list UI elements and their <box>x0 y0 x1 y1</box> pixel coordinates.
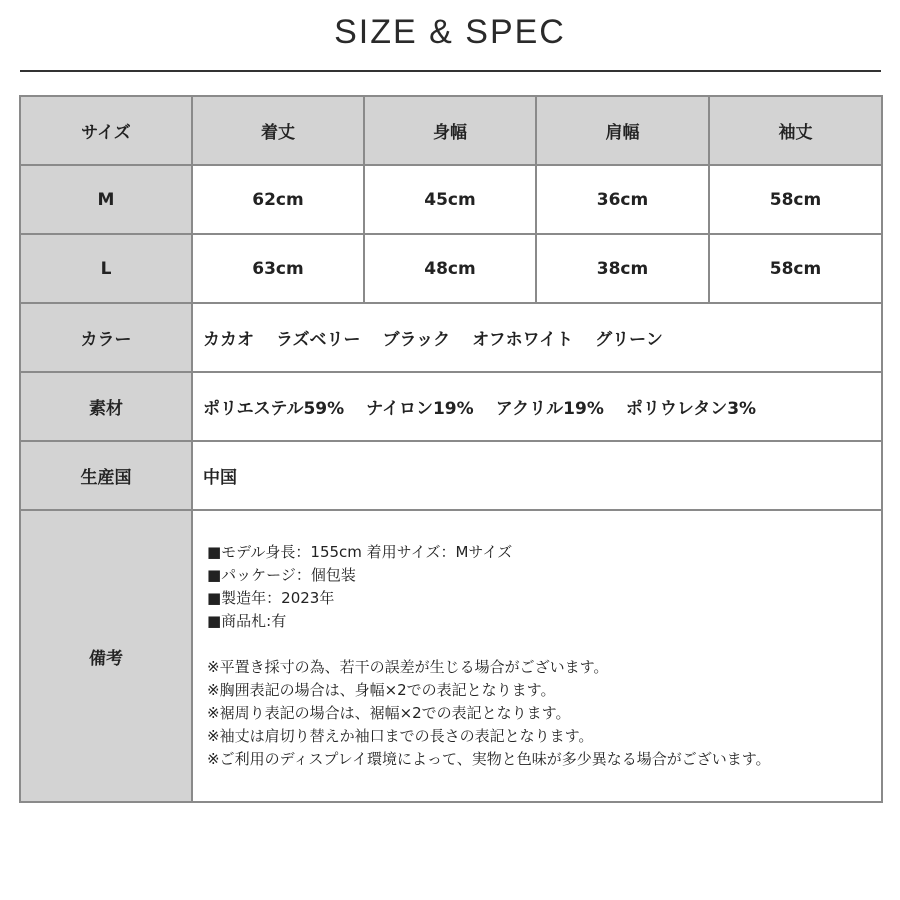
table-cell: 36cm <box>536 165 709 234</box>
notes-remark-line: ※胸囲表記の場合は、身幅×2での表記となります。 <box>207 681 556 699</box>
size-label-m: M <box>20 165 192 234</box>
color-row <box>20 303 882 372</box>
table-cell: 48cm <box>364 234 536 303</box>
header-shoulder-width: 肩幅 <box>536 96 709 165</box>
origin-label: 生産国 <box>20 441 192 510</box>
color-values <box>192 303 882 372</box>
notes-info-line: ■パッケージ：個包装 <box>207 566 356 584</box>
size-spec-table <box>19 95 883 803</box>
notes-info-line: ■モデル身長：155cm 着用サイズ：Mサイズ <box>207 543 513 561</box>
color-option: カカオ <box>203 330 254 350</box>
color-option: オフホワイト <box>472 330 574 350</box>
page-title: SIZE & SPEC <box>334 13 566 51</box>
color-option: ラズベリー <box>276 330 361 350</box>
header-sleeve-length: 袖丈 <box>709 96 882 165</box>
material-item: アクリル19% <box>495 399 604 419</box>
table-cell: 58cm <box>709 234 882 303</box>
table-cell: 58cm <box>709 165 882 234</box>
notes-remark-line: ※平置き採寸の為、若干の誤差が生じる場合がございます。 <box>207 658 609 676</box>
table-row-size-l <box>20 234 882 303</box>
notes-remark-line: ※ご利用のディスプレイ環境によって、実物と色味が多少異なる場合がございます。 <box>207 750 771 768</box>
color-option: ブラック <box>382 330 451 350</box>
notes-spacer <box>207 633 881 656</box>
table-header-row <box>20 96 882 165</box>
material-row <box>20 372 882 441</box>
header-body-width: 身幅 <box>364 96 536 165</box>
table-row-size-m <box>20 165 882 234</box>
material-item: ポリエステル59% <box>203 399 345 419</box>
header-length: 着丈 <box>192 96 364 165</box>
table-cell: 45cm <box>364 165 536 234</box>
notes-info-line: ■商品札:有 <box>207 612 287 630</box>
origin-value: 中国 <box>192 441 882 510</box>
color-option: グリーン <box>595 330 663 350</box>
notes-remark-line: ※袖丈は肩切り替えか袖口までの長さの表記となります。 <box>207 727 594 745</box>
table-cell: 38cm <box>536 234 709 303</box>
notes-info-line: ■製造年：2023年 <box>207 589 335 607</box>
header-size: サイズ <box>20 96 192 165</box>
material-item: ナイロン19% <box>366 399 474 419</box>
notes-label: 備考 <box>20 510 192 802</box>
notes-remark-line: ※裾周り表記の場合は、裾幅×2での表記となります。 <box>207 704 571 722</box>
size-label-l: L <box>20 234 192 303</box>
notes-row <box>20 510 882 802</box>
notes-content <box>192 510 882 802</box>
notes-text <box>207 541 881 771</box>
material-item: ポリウレタン3% <box>625 399 757 419</box>
title-divider <box>20 70 881 72</box>
table-cell: 62cm <box>192 165 364 234</box>
material-values <box>192 372 882 441</box>
origin-row <box>20 441 882 510</box>
color-label: カラー <box>20 303 192 372</box>
table-cell: 63cm <box>192 234 364 303</box>
material-label: 素材 <box>20 372 192 441</box>
